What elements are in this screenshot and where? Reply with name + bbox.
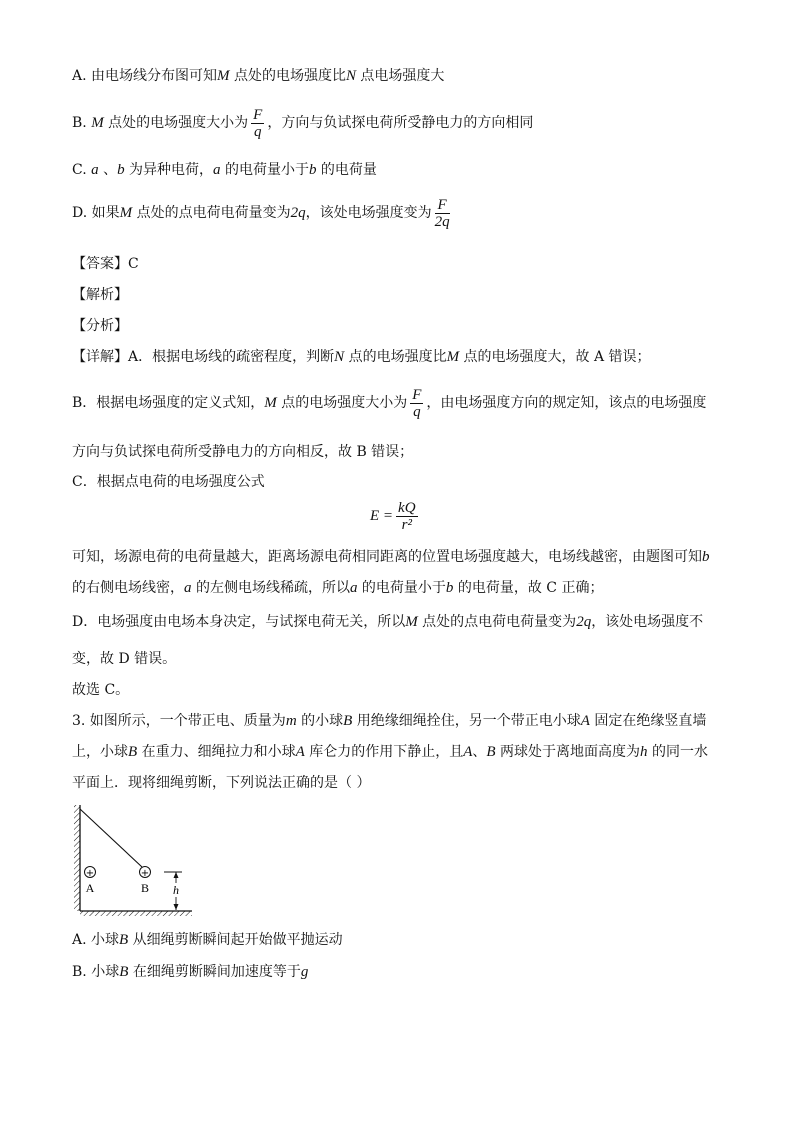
option-text: 点处的电场强度比 [229, 68, 346, 84]
option-text: C. [72, 162, 92, 178]
detail-text: 点的电场强度大小为 [276, 395, 408, 411]
ground-hatch [80, 911, 192, 916]
q3-text: 上，小球 [72, 744, 128, 760]
var-n: N [334, 349, 345, 365]
option-text: 在细绳剪断瞬间加速度等于 [128, 964, 301, 980]
var-m: M [446, 349, 460, 365]
detail-line-3: 方向与负试探电荷所受静电力的方向相反，故 B 错误； [72, 444, 414, 460]
q3-text: 、 [472, 744, 487, 760]
var-a: a [184, 580, 192, 596]
q3-text: 在重力、细绳拉力和小球 [137, 744, 296, 760]
analysis-label: 【解析】 [72, 287, 128, 303]
var-2q: 2q [576, 614, 592, 630]
option-text: 从细绳剪断瞬间起开始做平抛运动 [128, 932, 343, 948]
detail-text: 【详解】A．根据电场线的疏密程度，判断 [72, 349, 335, 365]
option-text: B. [72, 115, 92, 131]
formula-lhs: E = [370, 508, 394, 524]
fraction-f-over-q [410, 387, 423, 420]
q3-text: 两球处于离地面高度为 [495, 744, 641, 760]
var-a: a [349, 580, 358, 596]
q3-text: 固定在绝缘竖直墙 [589, 713, 707, 729]
option-text: ，该处电场强度变为 [305, 205, 432, 221]
var-a: A [463, 744, 473, 760]
fraction-numerator: F [253, 106, 263, 123]
var-g: g [300, 964, 309, 980]
q3-line-2 [72, 742, 708, 762]
label-a: A [85, 881, 95, 895]
var-b: B [486, 744, 496, 760]
detail-text: D．电场强度由电场本身决定，与试探电荷无关，所以 [72, 614, 406, 630]
option-text: B. 小球 [72, 964, 120, 980]
fraction-kq-over-r2 [396, 500, 418, 533]
var-n: N [345, 68, 356, 84]
plus-sign-b: + [140, 868, 150, 879]
detail-line-7 [72, 612, 703, 632]
height-arrow-down [174, 904, 179, 910]
q3-option-a [72, 930, 343, 950]
option-text: 为异种电荷， [124, 162, 214, 178]
detail-text: 点的电场强度比 [344, 349, 447, 365]
q3-line-3: 平面上．现将细绳剪断，下列说法正确的是（ ） [72, 775, 371, 791]
q3-text: 3. 如图所示，一个带正电、质量为 [72, 713, 286, 729]
var-b: B [119, 964, 129, 980]
detail-line-9: 故选 C。 [72, 682, 130, 698]
option-text: 点处的点电荷电荷量变为 [132, 205, 291, 221]
detail-line-4: C．根据点电荷的电场强度公式 [72, 474, 265, 490]
var-b: b [445, 580, 454, 596]
var-b: B [128, 744, 138, 760]
detail-text: 点处的点电荷电荷量变为 [417, 614, 577, 630]
var-a: a [91, 162, 99, 178]
fraction-denominator: r² [401, 517, 412, 533]
detail-text: B．根据电场强度的定义式知， [72, 395, 265, 411]
var-m: M [405, 614, 418, 630]
wall-balls-diagram [72, 803, 202, 918]
option-text: 的电荷量小于 [220, 162, 309, 178]
var-2q: 2q [290, 205, 306, 221]
option-text: 点电场强度大 [355, 68, 445, 84]
var-b: b [308, 162, 317, 178]
var-m: M [264, 395, 277, 411]
detail-line-5 [72, 547, 710, 567]
fraction-denominator: q [253, 123, 262, 140]
option-text: 的电荷量 [316, 162, 377, 178]
detail-line-1 [72, 347, 651, 367]
detail-text: 可知，场源电荷的电荷量越大，距离场源电荷相同距离的位置电场强度越大，电场线越密，由题图可知 [72, 549, 702, 565]
fraction-f-over-2q [435, 197, 450, 230]
var-h: h [640, 744, 648, 760]
q3-text: 的同一水 [647, 744, 708, 760]
detail-text: 的左侧电场线稀疏，所以 [191, 580, 350, 596]
var-b: B [119, 932, 129, 948]
var-a: A [580, 713, 590, 729]
option-text: 点处的电场强度大小为 [103, 115, 249, 131]
fraction-denominator: 2q [434, 213, 450, 230]
fraction-denominator: q [413, 403, 421, 420]
fraction-f-over-q [251, 107, 264, 140]
string-line [80, 809, 142, 867]
coulomb-formula [370, 500, 421, 533]
label-h: h [173, 883, 179, 897]
detail-text: ，由电场强度方向的规定知，该点的电场强度 [426, 395, 707, 411]
answer-label: 【答案】C [72, 256, 139, 272]
detail-text: 的右侧电场线密， [72, 580, 184, 596]
var-m: M [91, 115, 104, 131]
var-m: M [217, 68, 230, 84]
wall-hatch [74, 805, 80, 911]
detail-line-8: 变，故 D 错误。 [72, 651, 177, 667]
option-d-prev [72, 196, 453, 230]
option-text: A. 由电场线分布图可知 [72, 68, 218, 84]
detail-text: 的电荷量，故 C 正确； [453, 580, 604, 596]
fraction-numerator: F [435, 197, 450, 214]
plus-sign-a: + [85, 868, 95, 879]
var-m: M [119, 205, 133, 221]
var-b: B [343, 713, 353, 729]
option-a-prev [72, 66, 444, 86]
q3-text: 库仑力的作用下静止，且 [304, 744, 464, 760]
q3-text: 的小球 [296, 713, 344, 729]
detail-text: 的电荷量小于 [357, 580, 446, 596]
fraction-numerator: kQ [398, 500, 416, 516]
var-b: b [117, 162, 125, 178]
var-a: a [213, 162, 221, 178]
height-arrow-up [174, 872, 179, 878]
detail-line-2 [72, 386, 706, 420]
option-text: D. 如果 [72, 205, 120, 221]
option-text: A. 小球 [72, 932, 120, 948]
option-text: 、 [98, 162, 118, 178]
var-b: b [702, 549, 710, 565]
detail-text: ，该处电场强度不 [591, 614, 704, 630]
q3-text: 用绝缘细绳拴住，另一个带正电小球 [352, 713, 581, 729]
var-m: m [285, 713, 297, 729]
var-a: A [295, 744, 305, 760]
detail-line-6 [72, 578, 603, 598]
label-b: B [140, 881, 150, 895]
option-c-prev [72, 160, 377, 180]
fenxi-label: 【分析】 [72, 318, 128, 334]
detail-text: 点的电场强度大，故 A 错误； [459, 349, 651, 365]
option-b-prev [72, 106, 533, 140]
q3-option-b [72, 962, 308, 982]
q3-line-1 [72, 711, 706, 731]
fraction-numerator: F [412, 386, 422, 403]
option-text: ，方向与负试探电荷所受静电力的方向相同 [267, 115, 534, 131]
